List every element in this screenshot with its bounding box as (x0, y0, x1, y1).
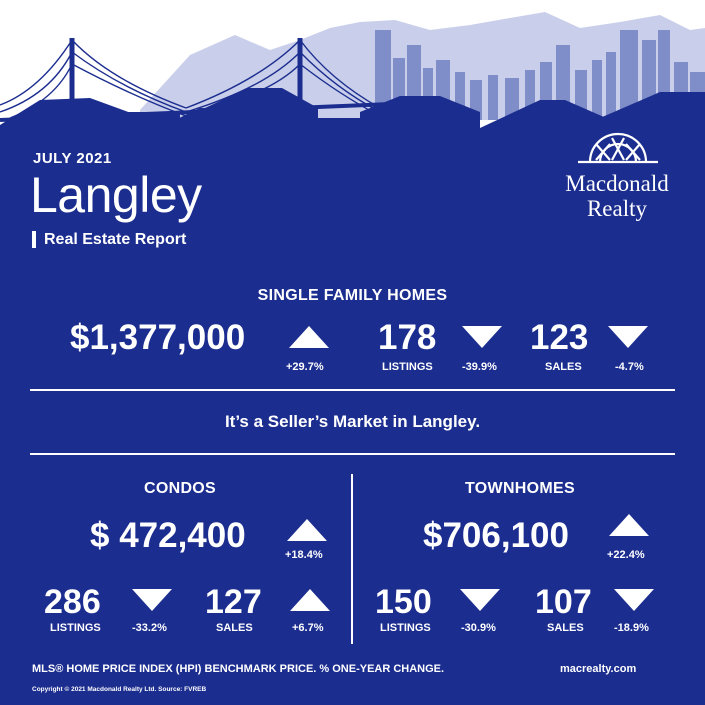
townhomes-sales-change: -18.9% (614, 622, 649, 634)
condos-listings-value: 286 (44, 583, 101, 621)
price-up-arrow-icon (285, 517, 329, 543)
divider-top (30, 389, 675, 391)
single-family-sales-label: SALES (545, 361, 582, 373)
listings-down-arrow-icon (130, 587, 174, 613)
column-divider (351, 474, 353, 644)
single-family-price-change: +29.7% (286, 361, 324, 373)
condos-price-change: +18.4% (285, 549, 323, 561)
single-family-title: SINGLE FAMILY HOMES (257, 287, 448, 304)
single-family-listings-label: LISTINGS (382, 361, 433, 373)
report-month: JULY 2021 (33, 150, 112, 167)
single-family-sales-value: 123 (530, 318, 589, 357)
sales-down-arrow-icon (612, 587, 656, 613)
price-up-arrow-icon (607, 512, 651, 538)
condos-listings-label: LISTINGS (50, 622, 101, 634)
single-family-listings-value: 178 (378, 318, 437, 357)
price-up-arrow-icon (287, 324, 331, 350)
copyright-line: Copyright © 2021 Macdonald Realty Ltd. Source: FVREB (32, 686, 207, 693)
city-title: Langley (30, 167, 202, 223)
divider-middle (30, 453, 675, 455)
logo-wordmark-line1: Macdonald (565, 171, 669, 196)
single-family-listings-change: -39.9% (462, 361, 497, 373)
single-family-sales-change: -4.7% (615, 361, 644, 373)
sales-up-arrow-icon (288, 587, 332, 613)
subtitle-accent-bar (32, 231, 36, 248)
condos-sales-label: SALES (216, 622, 253, 634)
website-link[interactable]: macrealty.com (560, 663, 637, 675)
report-subtitle: Real Estate Report (44, 231, 187, 248)
townhomes-listings-value: 150 (375, 583, 432, 621)
hpi-footnote: MLS® HOME PRICE INDEX (HPI) BENCHMARK PRICE. % ONE-YEAR CHANGE. (32, 663, 445, 675)
listings-down-arrow-icon (460, 324, 504, 350)
market-statement: It’s a Seller’s Market in Langley. (224, 412, 481, 431)
condos-sales-value: 127 (205, 583, 262, 621)
townhomes-price-change: +22.4% (607, 549, 645, 561)
sales-down-arrow-icon (606, 324, 650, 350)
listings-down-arrow-icon (458, 587, 502, 613)
condos-listings-change: -33.2% (132, 622, 167, 634)
condos-sales-change: +6.7% (292, 622, 324, 634)
single-family-price: $1,377,000 (70, 318, 246, 357)
townhomes-sales-value: 107 (535, 583, 592, 621)
townhomes-price: $706,100 (423, 516, 569, 555)
townhomes-listings-label: LISTINGS (380, 622, 431, 634)
townhomes-title: TOWNHOMES (465, 480, 575, 497)
condos-title: CONDOS (143, 480, 217, 497)
logo-wordmark-line2: Realty (586, 196, 648, 221)
condos-price: $ 472,400 (90, 516, 246, 555)
townhomes-listings-change: -30.9% (461, 622, 496, 634)
townhomes-sales-label: SALES (547, 622, 584, 634)
